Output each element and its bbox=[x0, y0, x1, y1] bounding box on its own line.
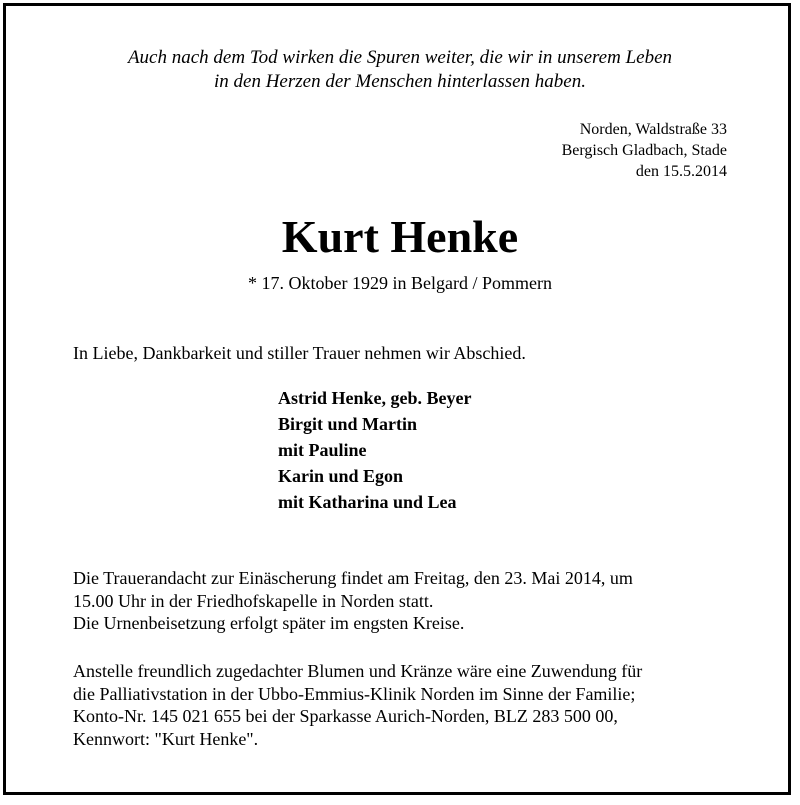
address-line: Bergisch Gladbach, Stade bbox=[561, 142, 727, 159]
donation-line: Kennwort: "Kurt Henke". bbox=[73, 728, 259, 749]
deceased-name: Kurt Henke bbox=[281, 211, 519, 262]
memorial-quote bbox=[0, 46, 800, 94]
mourner-name: Birgit und Martin bbox=[278, 414, 418, 434]
quote-line: Auch nach dem Tod wirken die Spuren weiter, die wir in unserem Leben bbox=[127, 47, 673, 68]
mourner-name: Karin und Egon bbox=[278, 466, 404, 486]
address-block bbox=[562, 119, 727, 182]
ceremony-line: Die Urnenbeisetzung erfolgt später im engsten Kreise. bbox=[73, 613, 465, 633]
donation-line: Anstelle freundlich zugedachter Blumen und Kränze wäre eine Zuwendung für bbox=[73, 661, 643, 681]
donation-line: die Palliativstation in der Ubbo-Emmius-Klinik Norden im Sinne der Familie; bbox=[73, 683, 636, 704]
donation-info bbox=[73, 660, 642, 750]
donation-line: Konto-Nr. 145 021 655 bei der Sparkasse Aurich-Norden, BLZ 283 500 00, bbox=[73, 706, 618, 726]
ceremony-line: 15.00 Uhr in der Friedhofskapelle in Norden statt. bbox=[73, 590, 434, 611]
notice-date: den 15.5.2014 bbox=[635, 163, 727, 180]
farewell-text: In Liebe, Dankbarkeit und stiller Trauer nehmen wir Abschied. bbox=[73, 343, 526, 363]
mourner-name: mit Pauline bbox=[278, 440, 367, 460]
mourner-name: Astrid Henke, geb. Beyer bbox=[278, 388, 472, 408]
birth-info: * 17. Oktober 1929 in Belgard / Pommern bbox=[248, 273, 552, 293]
quote-line: in den Herzen der Menschen hinterlassen haben. bbox=[213, 71, 586, 92]
mourners-list bbox=[278, 385, 471, 515]
mourner-name: mit Katharina und Lea bbox=[278, 492, 457, 512]
address-line: Norden, Waldstraße 33 bbox=[579, 121, 727, 138]
ceremony-info bbox=[73, 567, 633, 635]
ceremony-line: Die Trauerandacht zur Einäscherung findet am Freitag, den 23. Mai 2014, um bbox=[73, 568, 633, 588]
